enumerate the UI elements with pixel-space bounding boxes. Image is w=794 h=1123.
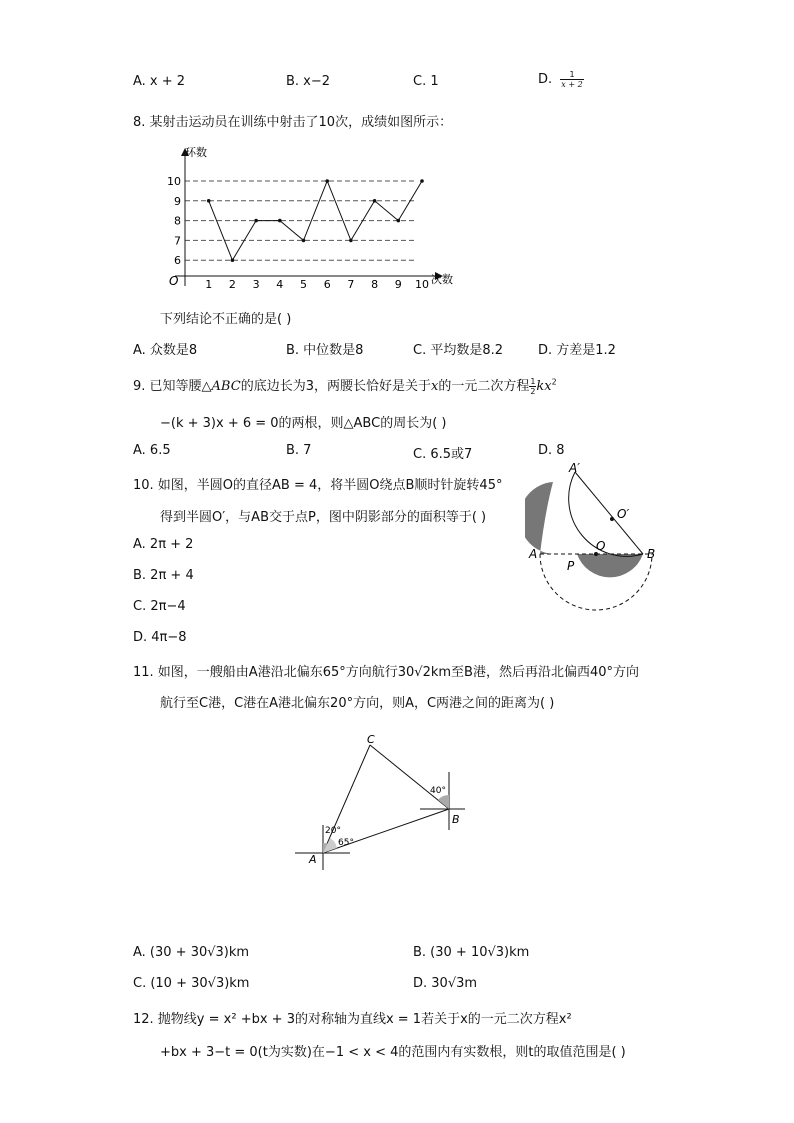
shaded-region-left	[525, 482, 558, 554]
q9-kx: kx	[536, 379, 552, 394]
label-p: P	[567, 559, 575, 573]
chart-point	[349, 239, 353, 243]
y-tick-label: 8	[174, 214, 181, 228]
line-ac	[323, 745, 370, 853]
q7-d-numerator: 1	[560, 70, 583, 80]
q9-text-a: 9. 已知等腰△	[133, 379, 212, 394]
q7-option-d-label: D.	[538, 72, 553, 87]
q7-option-d-fraction	[560, 70, 583, 89]
x-tick-label: 7	[347, 278, 355, 291]
x-tick-label: 10	[415, 278, 429, 291]
q9-option-d: D. 8	[538, 443, 565, 458]
q11-option-b: B. (30 + 10√3)km	[413, 945, 530, 960]
q11-option-a: A. (30 + 30√3)km	[133, 945, 250, 960]
x-tick-label: 2	[228, 278, 236, 291]
q9-line1	[133, 375, 557, 396]
q8-option-c: C. 平均数是8.2	[413, 343, 504, 358]
q9-abc: ABC	[211, 379, 241, 394]
q12-line1: 12. 抛物线y = x² +bx + 3的对称轴为直线x = 1若关于x的一元二次方程x²	[133, 1012, 572, 1027]
rotated-diameter	[575, 472, 643, 554]
line-bc	[370, 745, 449, 809]
chart-point	[254, 219, 258, 223]
chart-point	[231, 258, 235, 262]
q11-figure	[290, 730, 480, 870]
q10-figure	[525, 462, 675, 612]
q10-line2: 得到半圆O′，与AB交于点P，图中阴影部分的面积等于( )	[160, 510, 487, 525]
q7-d-denominator: x + 2	[561, 80, 583, 89]
y-tick-label: 7	[174, 234, 181, 248]
chart-point	[302, 239, 306, 243]
chart-point	[325, 179, 329, 183]
q9-option-b: B. 7	[286, 443, 312, 458]
y-tick-label: 10	[167, 175, 181, 188]
q9-option-a: A. 6.5	[133, 443, 171, 458]
q8-option-d: D. 方差是1.2	[538, 343, 616, 358]
y-tick-label: 6	[174, 254, 181, 268]
chart-point	[420, 179, 424, 183]
q10-option-c: C. 2π−4	[133, 599, 186, 614]
label-o-prime: O′	[617, 507, 630, 521]
q8-line-chart	[155, 142, 465, 292]
q10-line1: 10. 如图，半圆O的直径AB = 4，将半圆O绕点B顺时针旋转45°	[133, 478, 503, 493]
x-tick-label: 1	[205, 278, 213, 291]
q9-line2: −(k + 3)x + 6 = 0的两根，则△ABC的周长为( )	[160, 416, 447, 431]
x-tick-label: 3	[252, 278, 260, 291]
chart-x-ticks	[205, 278, 429, 291]
chart-point	[397, 219, 401, 223]
chart-grid	[185, 181, 417, 260]
q9-text-b: 的底边长为3，两腰长恰好是关于	[240, 379, 431, 394]
x-tick-label: 5	[300, 278, 307, 291]
point-o-prime	[610, 517, 614, 521]
label-20: 20°	[325, 826, 341, 836]
label-o: O	[596, 539, 606, 553]
label-40: 40°	[430, 786, 446, 796]
label-b: B	[647, 547, 656, 561]
q8-stem: 8. 某射击运动员在训练中射击了10次，成绩如图所示：	[133, 115, 453, 130]
label-a: A	[309, 853, 317, 866]
rotated-semicircle-arc	[569, 472, 643, 556]
label-65: 65°	[338, 838, 354, 848]
label-a-prime: A′	[569, 462, 580, 475]
q10-option-a: A. 2π + 2	[133, 537, 194, 552]
y-tick-label: 9	[174, 194, 181, 208]
q10-option-b: B. 2π + 4	[133, 568, 194, 583]
q12-line2: +bx + 3−t = 0(t为实数)在−1 < x < 4的范围内有实数根，则t的取值范围是( )	[160, 1045, 626, 1060]
x-tick-label: 4	[276, 278, 284, 291]
q9-text-c: 的一元二次方程	[438, 379, 530, 394]
chart-point	[278, 219, 282, 223]
x-axis-label: 次数	[431, 273, 453, 286]
shaded-region-right	[577, 554, 643, 577]
q7-option-d	[538, 70, 584, 89]
x-tick-label: 6	[323, 278, 331, 291]
q11-line1: 11. 如图，一艘船由A港沿北偏东65°方向航行30√2km至B港，然后再沿北偏西40°方向	[133, 665, 639, 680]
q11-option-c: C. (10 + 30√3)km	[133, 976, 250, 991]
q7-option-a: A. x + 2	[133, 74, 186, 89]
chart-point	[207, 199, 211, 203]
q11-line2: 航行至C港，C港在A港北偏东20°方向，则A，C两港之间的距离为( )	[160, 696, 555, 711]
q7-option-c: C. 1	[413, 74, 439, 89]
label-b: B	[452, 813, 460, 826]
q11-option-d: D. 30√3m	[413, 976, 478, 991]
x-tick-label: 9	[394, 278, 402, 291]
x-tick-label: 8	[371, 278, 379, 291]
q7-option-b: B. x−2	[286, 74, 331, 89]
label-c: C	[367, 733, 375, 746]
q9-sup: 2	[551, 377, 557, 387]
q9-option-c: C. 6.5或7	[413, 447, 473, 462]
q9-frac-den: 2	[530, 387, 536, 396]
chart-point	[373, 199, 377, 203]
q8-question: 下列结论不正确的是( )	[160, 312, 292, 327]
q9-x: x	[430, 379, 439, 394]
chart-origin-label: O	[169, 274, 179, 288]
q8-option-b: B. 中位数是8	[286, 343, 364, 358]
label-a: A	[529, 547, 538, 561]
chart-y-ticks	[167, 175, 181, 267]
q9-frac-num: 1	[530, 377, 536, 386]
y-axis-label: 环数	[185, 146, 207, 159]
q10-option-d: D. 4π−8	[133, 630, 187, 645]
q8-option-a: A. 众数是8	[133, 343, 198, 358]
